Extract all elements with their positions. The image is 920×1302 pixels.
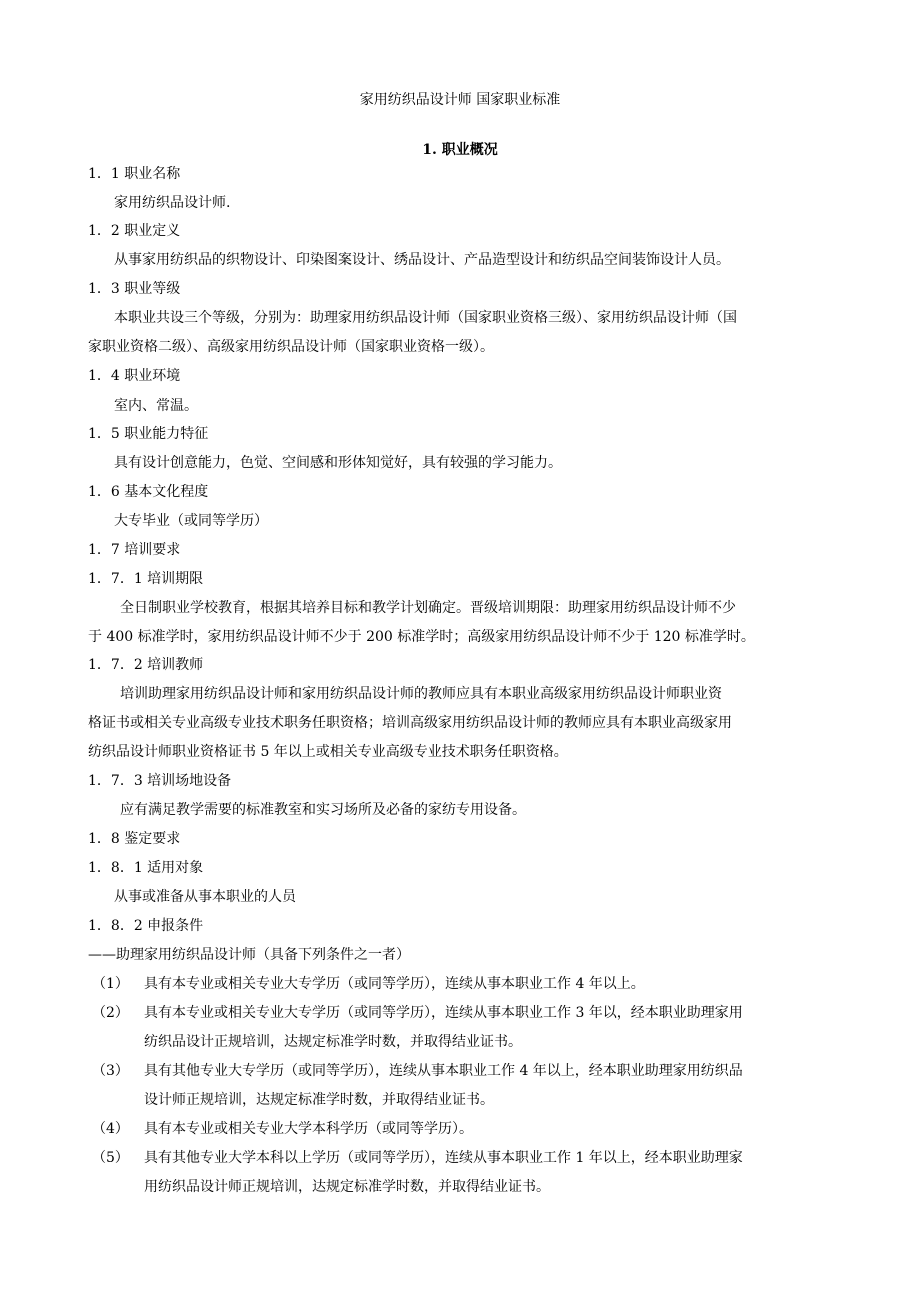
section-body: 本职业共设三个等级，分别为：助理家用纺织品设计师（国家职业资格三级）、家用纺织品设计师（国 [114, 310, 737, 326]
section-heading: 1．7 培训要求 [88, 542, 181, 558]
section-heading: 1．2 职业定义 [88, 223, 181, 239]
document-title: 家用纺织品设计师 国家职业标准 [359, 92, 561, 108]
section-heading: 1．3 职业等级 [88, 281, 181, 297]
list-item-text: 具有本专业或相关专业大学本科学历（或同等学历）。 [144, 1121, 473, 1137]
section-heading: 1．8 鉴定要求 [88, 831, 181, 847]
list-item-number: （1） [92, 976, 129, 992]
section-heading: 1．7．3 培训场地设备 [88, 773, 232, 789]
section-body: 应有满足教学需要的标准教室和实习场所及必备的家纺专用设备。 [120, 802, 526, 818]
list-item-number: （5） [92, 1150, 129, 1166]
section-heading: 1．1 职业名称 [88, 166, 181, 182]
list-item-text: 纺织品设计正规培训，达规定标准学时数，并取得结业证书。 [144, 1034, 522, 1050]
section-body: 具有设计创意能力，色觉、空间感和形体知觉好，具有较强的学习能力。 [114, 455, 562, 471]
section-body: 从事或准备从事本职业的人员 [114, 889, 296, 905]
section-body: 家用纺织品设计师. [114, 195, 231, 211]
section-body: 全日制职业学校教育，根据其培养目标和教学计划确定。晋级培训期限：助理家用纺织品设计师不少 [120, 600, 736, 616]
list-item-text: 具有其他专业大专学历（或同等学历），连续从事本职业工作 4 年以上，经本职业助理家用纺织品 [144, 1063, 743, 1079]
chapter-heading: 1. 职业概况 [422, 142, 498, 158]
section-heading: 1．8．1 适用对象 [88, 860, 204, 876]
list-item-text: 具有本专业或相关专业大专学历（或同等学历），连续从事本职业工作 4 年以上。 [144, 976, 645, 992]
section-body: 格证书或相关专业高级专业技术职务任职资格；培训高级家用纺织品设计师的教师应具有本职业高级家用 [88, 715, 732, 731]
list-item-text: 设计师正规培训，达规定标准学时数，并取得结业证书。 [144, 1092, 494, 1108]
section-heading: 1．8．2 申报条件 [88, 918, 204, 934]
section-body: 从事家用纺织品的织物设计、印染图案设计、绣品设计、产品造型设计和纺织品空间装饰设计人员。 [114, 252, 730, 268]
list-item-number: （2） [92, 1005, 129, 1021]
list-item-number: （4） [92, 1121, 129, 1137]
list-item-text: 具有其他专业大学本科以上学历（或同等学历），连续从事本职业工作 1 年以上，经本职业助理家 [144, 1150, 743, 1166]
section-body: 纺织品设计师职业资格证书 5 年以上或相关专业高级专业技术职务任职资格。 [88, 744, 568, 760]
section-subtitle: ——助理家用纺织品设计师（具备下列条件之一者） [88, 947, 410, 963]
list-item-text: 具有本专业或相关专业大专学历（或同等学历），连续从事本职业工作 3 年以，经本职业助理家用 [144, 1005, 743, 1021]
section-heading: 1．7．2 培训教师 [88, 657, 204, 673]
list-item-text: 用纺织品设计师正规培训，达规定标准学时数，并取得结业证书。 [144, 1179, 550, 1195]
section-body: 家职业资格二级）、高级家用纺织品设计师（国家职业资格一级）。 [88, 339, 494, 355]
section-heading: 1．5 职业能力特征 [88, 426, 209, 442]
section-body: 大专毕业（或同等学历） [114, 513, 268, 529]
section-heading: 1．7．1 培训期限 [88, 571, 204, 587]
section-body: 于 400 标准学时，家用纺织品设计师不少于 200 标准学时；高级家用纺织品设计师不少于 120 标准学时。 [88, 629, 755, 645]
list-item-number: （3） [92, 1063, 129, 1079]
section-body: 室内、常温。 [114, 398, 198, 414]
section-heading: 1．6 基本文化程度 [88, 484, 209, 500]
section-heading: 1．4 职业环境 [88, 368, 181, 384]
section-body: 培训助理家用纺织品设计师和家用纺织品设计师的教师应具有本职业高级家用纺织品设计师职业资 [120, 686, 722, 702]
